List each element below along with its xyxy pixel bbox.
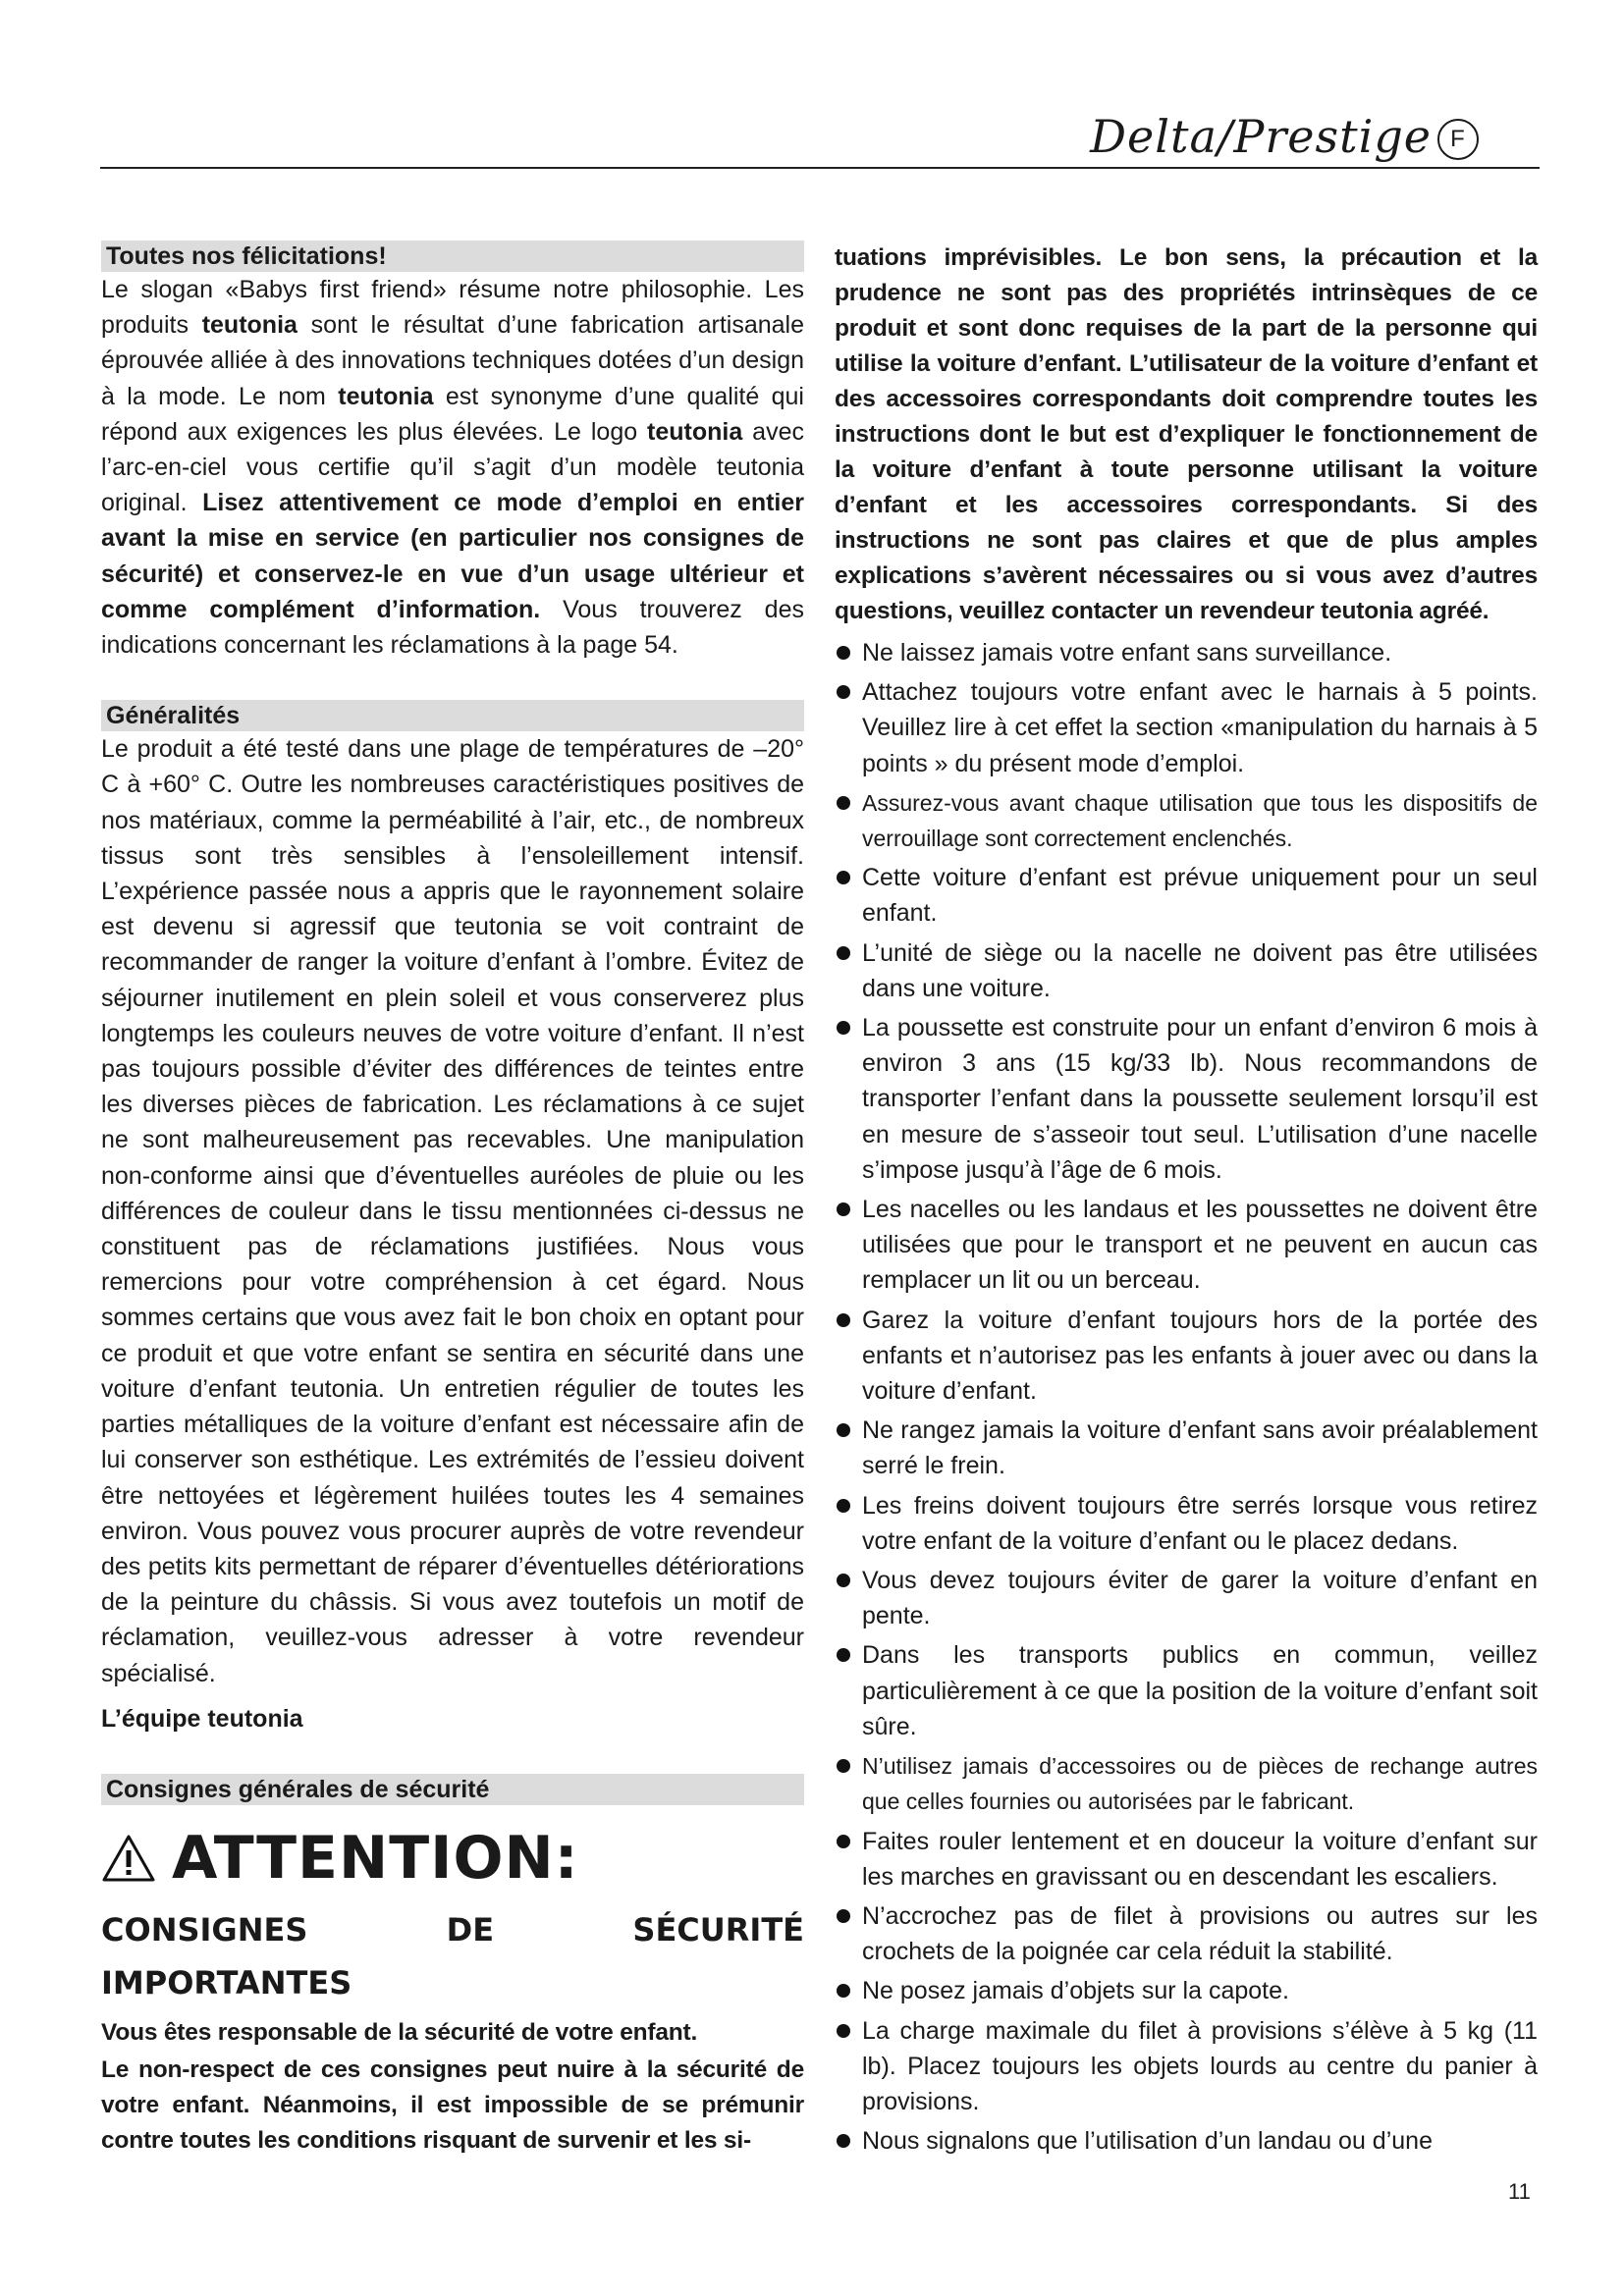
header-divider: [100, 167, 1540, 169]
safety-bullet-item: [835, 935, 1538, 1006]
bullet-dot-icon: [837, 646, 850, 660]
warning-triangle-icon: [101, 1833, 156, 1884]
safety-bullet-item: [835, 2123, 1538, 2159]
page-number: 11: [1508, 2179, 1531, 2204]
attention-title: ATTENTION:: [172, 1823, 579, 1893]
bullet-text: Les nacelles ou les landaus et les poussettes ne doivent être utilisées que pour le transport et ne peuvent en aucun cas remplacer un lit ou un berceau.: [862, 1196, 1538, 1295]
bullet-dot-icon: [837, 946, 850, 960]
attention-banner: [101, 1819, 804, 1897]
safety-bullet-item: [835, 1898, 1538, 1969]
bullet-text: La charge maximale du filet à provisions s’élève à 5 kg (11 lb). Placez toujours les objets lourds au centre du panier à provisions.: [862, 2016, 1538, 2115]
safety-disclaimer-start: Le non-respect de ces consignes peut nuire à la sécurité de votre enfant. Néanmoins, il est impossible de se prémunir contre toutes les conditions risquant de survenir et les si-: [101, 2056, 804, 2154]
bullet-dot-icon: [837, 1648, 850, 1662]
safety-bullet-item: [835, 674, 1538, 781]
bullet-text: Faites rouler lentement et en douceur la voiture d’enfant sur les marches en gravissant ou en descendant les escaliers.: [862, 1827, 1538, 1891]
bullet-text: Dans les transports publics en commun, veillez particulièrement à ce que la position de la voiture d’enfant soit sûre.: [862, 1641, 1538, 1740]
bullet-text: La poussette est construite pour un enfant d’environ 6 mois à environ 3 ans (15 kg/33 lb). Nous recommandons de transporter l’enfant dans la poussette seulement lorsqu’il est en mesure de s’asseoir tout seul. L’utilisation d’une nacelle s’impose jusqu’à l’âge de 6 mois.: [862, 1014, 1538, 1184]
safety-bullet-item: [835, 1303, 1538, 1410]
page-header-title: [1090, 110, 1479, 163]
safety-bullet-item: [835, 1010, 1538, 1188]
safety-bullet-item: [835, 1192, 1538, 1299]
bullet-text: N’accrochez pas de filet à provisions ou autres sur les crochets de la poignée car cela réduit la stabilité.: [862, 1901, 1538, 1966]
bullet-text: Nous signalons que l’utilisation d’un landau ou d’une: [862, 2127, 1433, 2156]
safety-bullet-list: [835, 635, 1538, 2159]
text-run: sont le résultat d’une fabrication artisanale éprouvée alliée à des innovations techniques dotées d’un design à la mode. Le nom: [101, 311, 805, 410]
bullet-dot-icon: [837, 1021, 850, 1035]
bullet-text: Assurez-vous avant chaque utilisation que tous les dispositifs de verrouillage sont correctement enclenchés.: [862, 789, 1538, 852]
text-run: est synonyme d’une qualité qui répond aux exigences les plus élevées. Le logo: [101, 382, 804, 446]
bullet-dot-icon: [837, 796, 850, 810]
right-column: [835, 240, 1538, 2163]
safety-bullet-item: [835, 635, 1538, 670]
bullet-dot-icon: [837, 1759, 850, 1773]
bullet-dot-icon: [837, 1202, 850, 1216]
section-heading-congratulations: Toutes nos félicitations!: [101, 240, 804, 272]
safety-bullet-item: [835, 1748, 1538, 1819]
bold-run: teutonia: [647, 417, 743, 446]
bullet-dot-icon: [837, 685, 850, 699]
text-run: Vous trouverez des indications concernant les réclamations à la page 54.: [101, 595, 804, 660]
text-run: Le slogan «Babys first friend» résume notre philosophie. Les produits: [101, 276, 804, 340]
signature: L’équipe teutonia: [101, 1704, 303, 1733]
bold-run: teutonia: [338, 382, 434, 410]
safety-disclaimer-continued: tuations imprévisibles. Le bon sens, la précaution et la prudence ne sont pas des propriétés intrinsèques de ce produit et sont donc requises de la part de la personne qui utilise la voiture d’enfant. L’utilisateur de la voiture d’enfant et des accessoires correspondants doit comprendre toutes les instructions dont le but est d’expliquer le fonctionnement de la voiture d’enfant à toute personne utilisant la voiture d’enfant et les accessoires correspondants. Si des instructions ne sont pas claires et que de plus amples explications s’avèrent nécessaires ou si vous avez d’autres questions, veuillez contacter un revendeur teutonia agréé.: [835, 244, 1538, 624]
safety-bullet-item: [835, 1413, 1538, 1483]
safety-bullet-item: [835, 1824, 1538, 1895]
general-paragraph: Le produit a été testé dans une plage de températures de –20° C à +60° C. Outre les nombreuses caractéristiques positives de nos matériaux, comme la perméabilité à l’air, etc., de nombreux tissus sont très sensibles à l’ensoleillement intensif. L’expérience passée nous a appris que le rayonnement solaire est devenu si agressif que teutonia se voit contraint de recommander de ranger la voiture d’enfant à l’ombre. Évitez de séjourner inutilement en plein soleil et vous conserverez plus longtemps les couleurs neuves de votre voiture d’enfant. Il n’est pas toujours possible d’éviter des différences de teintes entre les diverses pièces de fabrication. Les réclamations à ce sujet ne sont malheureusement pas recevables. Une manipulation non-conforme ainsi que d’éventuelles auréoles de pluie ou les différences de couleur dans le tissu mentionnées ci-dessus ne constituent pas de réclamations justifiées. Nous vous remercions pour votre compréhension à cet égard. Nous sommes certains que vous avez fait le bon choix en optant pour ce produit et que votre enfant se sentira en sécurité dans une voiture d’enfant teutonia. Un entretien régulier de toutes les parties métalliques de la voiture d’enfant est nécessaire afin de lui conserver son esthétique. Les extrémités de l’essieu doivent être nettoyées et légèrement huilées toutes les 4 semaines environ. Vous pouvez vous procurer auprès de votre revendeur des petits kits permettant de réparer d’éventuelles détériorations de la peinture du châssis. Si vous avez toutefois un motif de réclamation, veuillez-vous adresser à votre revendeur spécialisé.: [101, 735, 804, 1687]
safety-bullet-item: [835, 1973, 1538, 2008]
bullet-text: N’utilisez jamais d’accessoires ou de pièces de rechange autres que celles fournies ou autorisées par le fabricant.: [862, 1753, 1538, 1815]
safety-bullet-item: [835, 2013, 1538, 2120]
bullet-text: L’unité de siège ou la nacelle ne doivent pas être utilisées dans une voiture.: [862, 938, 1538, 1002]
bullet-text: Ne rangez jamais la voiture d’enfant sans avoir préalablement serré le frein.: [862, 1416, 1538, 1480]
bullet-text: Ne laissez jamais votre enfant sans surveillance.: [862, 639, 1392, 667]
safety-bullet-item: [835, 1563, 1538, 1633]
bullet-dot-icon: [837, 1984, 850, 1998]
language-badge: F: [1437, 119, 1479, 160]
bullet-dot-icon: [837, 1909, 850, 1923]
bullet-dot-icon: [837, 2134, 850, 2148]
responsibility-statement: Vous êtes responsable de la sécurité de votre enfant.: [101, 2018, 698, 2046]
bullet-dot-icon: [837, 1499, 850, 1513]
bullet-dot-icon: [837, 871, 850, 884]
safety-bullet-item: [835, 1637, 1538, 1744]
bullet-text: Vous devez toujours éviter de garer la voiture d’enfant en pente.: [862, 1567, 1538, 1630]
bullet-text: Attachez toujours votre enfant avec le harnais à 5 points. Veuillez lire à cet effet la section «manipulation du harnais à 5 points » du présent mode d’emploi.: [862, 678, 1538, 777]
safety-bullet-item: [835, 1488, 1538, 1559]
header-product-name: Delta/Prestige: [1090, 110, 1432, 163]
bullet-dot-icon: [837, 1835, 850, 1848]
safety-bullet-item: [835, 785, 1538, 856]
section-heading-general: Généralités: [101, 700, 804, 731]
bullet-text: Garez la voiture d’enfant toujours hors de la portée des enfants et n’autorisez pas les enfants à jouer avec ou dans la voiture d’enfant.: [862, 1306, 1538, 1406]
text-run: avec l’arc-en-ciel vous certifie qu’il s’agit d’un modèle teutonia original.: [101, 417, 804, 517]
bullet-dot-icon: [837, 1313, 850, 1327]
safety-bullet-item: [835, 860, 1538, 931]
congratulations-paragraph: [101, 272, 804, 663]
bullet-dot-icon: [837, 1423, 850, 1437]
section-heading-safety: Consignes générales de sécurité: [101, 1774, 804, 1805]
bullet-dot-icon: [837, 1574, 850, 1587]
bullet-dot-icon: [837, 2024, 850, 2038]
bullet-text: Ne posez jamais d’objets sur la capote.: [862, 1977, 1289, 2005]
bold-run: Lisez attentivement ce mode d’emploi en entier avant la mise en service (en particulier nos consignes de sécurité) et conservez-le en vue d’un usage ultérieur et comme complément d’information.: [101, 489, 804, 623]
bold-run: teutonia: [201, 311, 298, 340]
important-safety-heading: CONSIGNES DE SÉCURITÉ IMPORTANTES: [101, 1910, 804, 2002]
left-column: [101, 240, 804, 2159]
bullet-text: Cette voiture d’enfant est prévue uniquement pour un seul enfant.: [862, 864, 1538, 928]
bullet-text: Les freins doivent toujours être serrés lorsque vous retirez votre enfant de la voiture d’enfant ou le placez dedans.: [862, 1491, 1538, 1555]
